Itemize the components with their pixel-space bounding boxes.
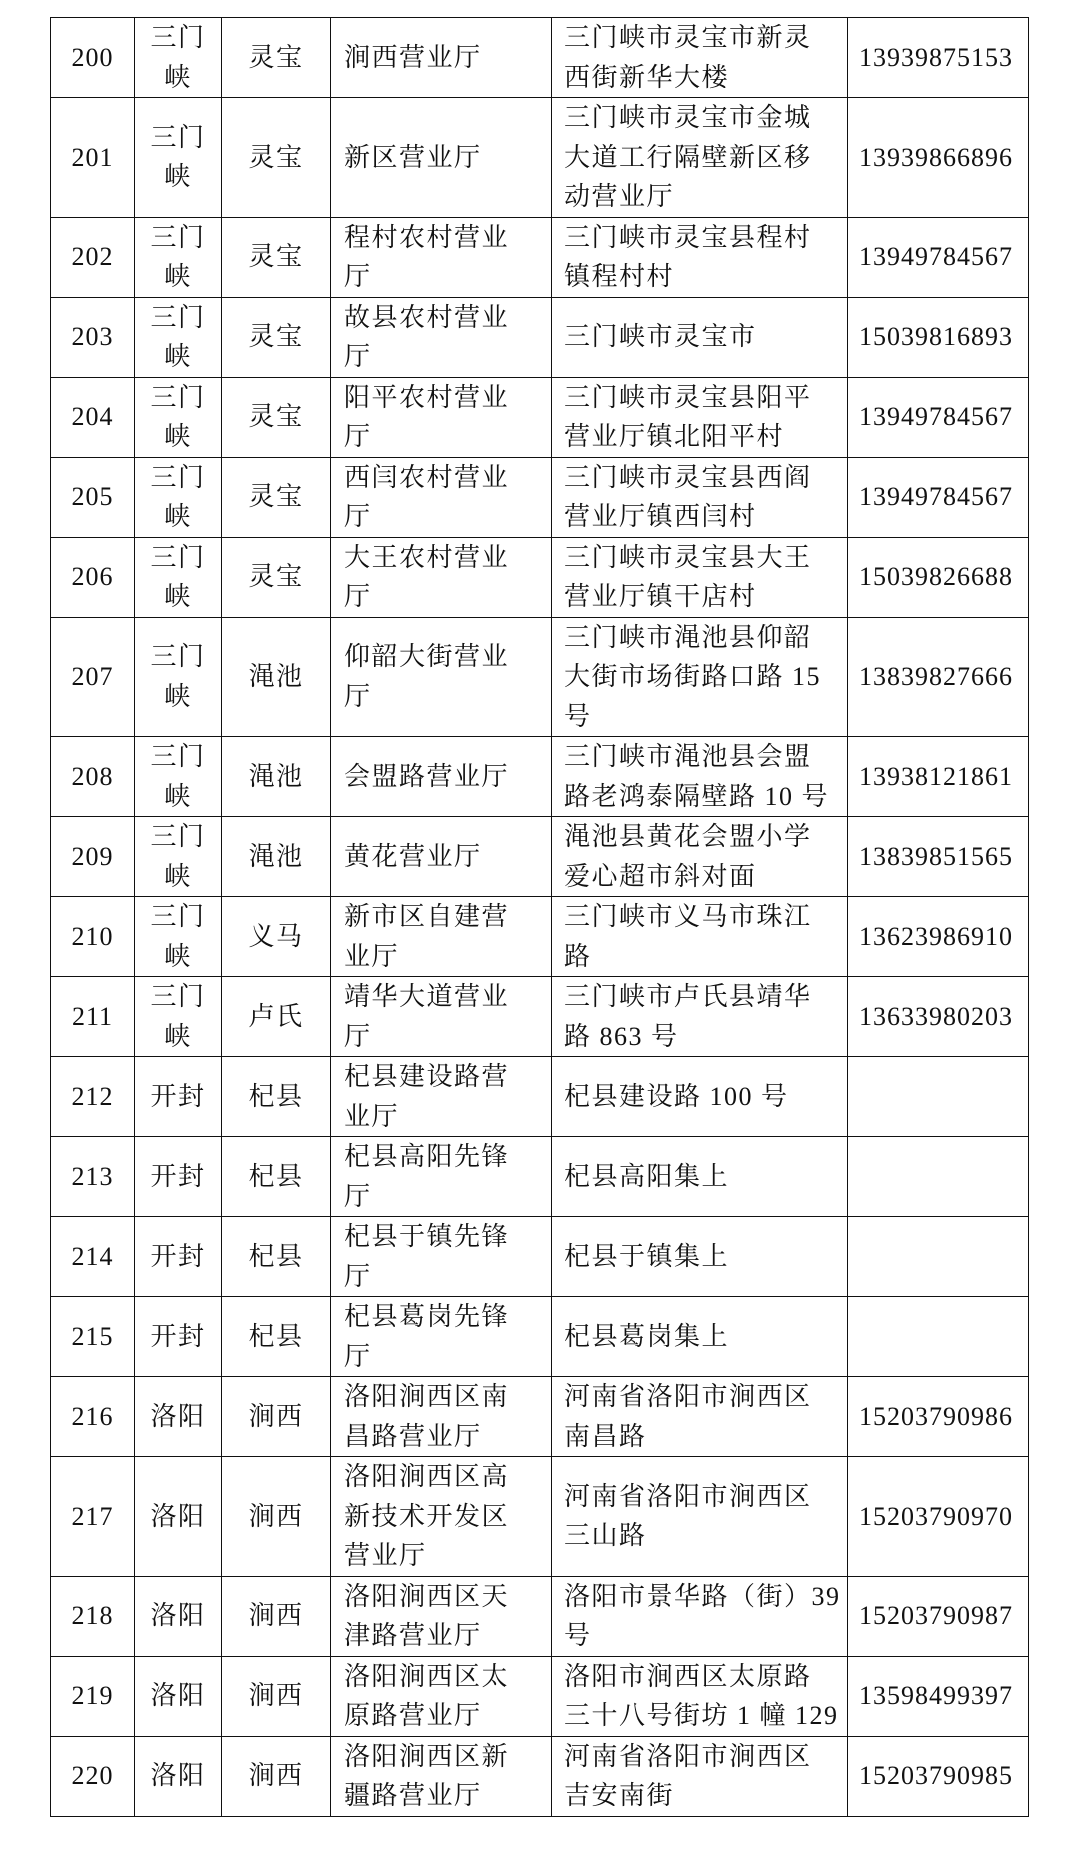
- cell-county: 涧西: [222, 1576, 331, 1656]
- cell-city-line: 开封: [150, 1241, 206, 1271]
- cell-address: [552, 617, 848, 737]
- cell-city-line: 三门: [150, 382, 206, 412]
- cell-city: [135, 1736, 222, 1816]
- cell-city-line: 峡: [164, 861, 192, 891]
- cell-store-name-line: 厅: [344, 262, 372, 291]
- cell-city: [135, 817, 222, 897]
- cell-store-name: [331, 1057, 552, 1137]
- cell-address-line: 河南省洛阳市涧西区: [564, 1382, 812, 1411]
- cell-address-line: 杞县高阳集上: [564, 1161, 730, 1191]
- cell-index: 214: [51, 1217, 135, 1297]
- cell-address-line: 三门峡市灵宝市: [564, 322, 757, 352]
- cell-store-name-line: 洛阳涧西区新: [344, 1741, 510, 1771]
- cell-address: [552, 817, 848, 897]
- cell-store-name-line: 疆路营业厅: [344, 1781, 482, 1810]
- cell-address-line: 南昌路: [564, 1421, 647, 1451]
- cell-store-name-line: 洛阳涧西区天: [344, 1581, 510, 1611]
- cell-county: 杞县: [222, 1297, 331, 1377]
- cell-city: [135, 977, 222, 1057]
- cell-address-line: 爱心超市斜对面: [564, 861, 757, 891]
- cell-store-name-line: 厅: [344, 681, 372, 711]
- cell-county: 杞县: [222, 1057, 331, 1137]
- cell-address: [552, 1656, 848, 1736]
- cell-store-name: [331, 217, 552, 297]
- cell-index: 205: [51, 457, 135, 537]
- cell-address-line: 三十八号街坊 1 幢 129: [564, 1701, 839, 1730]
- cell-address: [552, 377, 848, 457]
- cell-county: 涧西: [222, 1656, 331, 1736]
- cell-phone: 13623986910: [848, 897, 1029, 977]
- cell-city-line: 三门: [150, 542, 206, 572]
- table-row: [51, 817, 1029, 897]
- cell-phone: 13633980203: [848, 977, 1029, 1057]
- cell-store-name-line: 厅: [344, 582, 372, 611]
- cell-address: [552, 18, 848, 98]
- cell-address-line: 河南省洛阳市涧西区: [564, 1741, 812, 1771]
- cell-city-line: 峡: [164, 262, 192, 291]
- cell-county: 义马: [222, 897, 331, 977]
- cell-city: [135, 1656, 222, 1736]
- cell-store-name-line: 厅: [344, 1261, 372, 1291]
- cell-city-line: 峡: [164, 941, 192, 971]
- cell-address-line: 路 863 号: [564, 1021, 679, 1051]
- cell-store-name-line: 业厅: [344, 941, 400, 971]
- cell-county: 涧西: [222, 1736, 331, 1816]
- cell-address: [552, 1217, 848, 1297]
- cell-address-line: 吉安南街: [564, 1781, 675, 1810]
- cell-address-line: 杞县葛岗集上: [564, 1321, 730, 1351]
- cell-store-name-line: 洛阳涧西区南: [344, 1382, 510, 1411]
- cell-store-name: [331, 737, 552, 817]
- cell-store-name-line: 洛阳涧西区高: [344, 1462, 510, 1491]
- cell-address-line: 三门峡市卢氏县靖华: [564, 982, 812, 1011]
- cell-index: 206: [51, 537, 135, 617]
- cell-city-line: 峡: [164, 62, 192, 92]
- cell-address-line: 三门峡市灵宝县阳平: [564, 382, 812, 412]
- cell-address-line: 西街新华大楼: [564, 62, 730, 92]
- cell-phone: 13939875153: [848, 18, 1029, 98]
- cell-phone: [848, 1057, 1029, 1137]
- table-row: [51, 457, 1029, 537]
- cell-city: [135, 98, 222, 218]
- cell-city: [135, 1576, 222, 1656]
- table-row: [51, 617, 1029, 737]
- table-row: [51, 217, 1029, 297]
- cell-store-name: [331, 817, 552, 897]
- cell-address-line: 三门峡市渑池县会盟: [564, 742, 812, 771]
- cell-store-name-line: 厅: [344, 342, 372, 371]
- cell-county: 渑池: [222, 737, 331, 817]
- cell-address-line: 三山路: [564, 1521, 647, 1551]
- cell-index: 213: [51, 1137, 135, 1217]
- cell-county: 涧西: [222, 1457, 331, 1577]
- cell-phone: 15039816893: [848, 297, 1029, 377]
- cell-address-line: 路: [564, 941, 592, 971]
- cell-address-line: 营业厅镇西闫村: [564, 502, 757, 531]
- cell-store-name: [331, 457, 552, 537]
- cell-store-name-line: 杞县葛岗先锋: [344, 1302, 510, 1331]
- cell-county: 杞县: [222, 1137, 331, 1217]
- cell-city-line: 峡: [164, 422, 192, 451]
- cell-city-line: 洛阳: [150, 1761, 206, 1791]
- cell-address-line: 号: [564, 701, 592, 731]
- cell-city-line: 峡: [164, 781, 192, 811]
- cell-store-name-line: 阳平农村营业: [344, 382, 510, 412]
- cell-address: [552, 537, 848, 617]
- cell-store-name: [331, 1377, 552, 1457]
- cell-index: 204: [51, 377, 135, 457]
- cell-address-line: 三门峡市义马市珠江: [564, 902, 812, 931]
- cell-store-name: [331, 1297, 552, 1377]
- cell-store-name-line: 杞县高阳先锋: [344, 1142, 510, 1171]
- cell-phone: [848, 1217, 1029, 1297]
- cell-index: 216: [51, 1377, 135, 1457]
- cell-address-line: 大道工行隔壁新区移: [564, 142, 812, 172]
- cell-county: 灵宝: [222, 98, 331, 218]
- cell-county: 渑池: [222, 617, 331, 737]
- cell-city: [135, 297, 222, 377]
- cell-address-line: 河南省洛阳市涧西区: [564, 1481, 812, 1511]
- cell-city-line: 三门: [150, 23, 206, 52]
- cell-address-line: 动营业厅: [564, 182, 675, 211]
- cell-city-line: 三门: [150, 462, 206, 492]
- cell-store-name-line: 故县农村营业: [344, 302, 510, 332]
- cell-address: [552, 98, 848, 218]
- cell-store-name: [331, 98, 552, 218]
- cell-address-line: 营业厅镇干店村: [564, 582, 757, 611]
- cell-store-name: [331, 1656, 552, 1736]
- cell-address-line: 路老鸿泰隔壁路 10 号: [564, 781, 830, 811]
- cell-address: [552, 1137, 848, 1217]
- cell-city-line: 开封: [150, 1161, 206, 1191]
- table-row: [51, 737, 1029, 817]
- cell-phone: 13949784567: [848, 217, 1029, 297]
- cell-address: [552, 1057, 848, 1137]
- cell-phone: 15039826688: [848, 537, 1029, 617]
- cell-store-name-line: 新技术开发区: [344, 1501, 510, 1531]
- cell-store-name-line: 昌路营业厅: [344, 1421, 482, 1451]
- cell-index: 209: [51, 817, 135, 897]
- cell-county: 灵宝: [222, 377, 331, 457]
- cell-city-line: 峡: [164, 1021, 192, 1051]
- cell-city-line: 三门: [150, 742, 206, 771]
- cell-county: 灵宝: [222, 297, 331, 377]
- cell-address: [552, 297, 848, 377]
- cell-address: [552, 1457, 848, 1577]
- cell-store-name: [331, 617, 552, 737]
- cell-store-name: [331, 1576, 552, 1656]
- cell-store-name: [331, 377, 552, 457]
- cell-index: 215: [51, 1297, 135, 1377]
- cell-city: [135, 18, 222, 98]
- cell-county: 涧西: [222, 1377, 331, 1457]
- cell-index: 203: [51, 297, 135, 377]
- table-row: [51, 1137, 1029, 1217]
- cell-index: 211: [51, 977, 135, 1057]
- cell-index: 207: [51, 617, 135, 737]
- cell-store-name-line: 靖华大道营业: [344, 982, 510, 1011]
- cell-index: 208: [51, 737, 135, 817]
- cell-phone: 13949784567: [848, 377, 1029, 457]
- cell-phone: 13839827666: [848, 617, 1029, 737]
- cell-address-line: 杞县于镇集上: [564, 1241, 730, 1271]
- cell-phone: 13839851565: [848, 817, 1029, 897]
- cell-store-name-line: 厅: [344, 502, 372, 531]
- cell-address-line: 杞县建设路 100 号: [564, 1081, 789, 1111]
- cell-index: 202: [51, 217, 135, 297]
- table-row: [51, 297, 1029, 377]
- cell-city-line: 三门: [150, 982, 206, 1011]
- cell-store-name: [331, 1457, 552, 1577]
- table-row: [51, 1576, 1029, 1656]
- cell-index: 217: [51, 1457, 135, 1577]
- table-row: [51, 377, 1029, 457]
- cell-county: 灵宝: [222, 217, 331, 297]
- cell-store-name-line: 涧西营业厅: [344, 42, 482, 72]
- cell-address: [552, 1576, 848, 1656]
- cell-city-line: 三门: [150, 302, 206, 332]
- cell-phone: 15203790985: [848, 1736, 1029, 1816]
- table-row: [51, 1057, 1029, 1137]
- cell-store-name: [331, 897, 552, 977]
- cell-city: [135, 217, 222, 297]
- cell-phone: 13598499397: [848, 1656, 1029, 1736]
- cell-store-name: [331, 977, 552, 1057]
- cell-phone: 13939866896: [848, 98, 1029, 218]
- cell-store-name-line: 仰韶大街营业: [344, 642, 510, 672]
- table-row: [51, 1217, 1029, 1297]
- cell-store-name-line: 原路营业厅: [344, 1701, 482, 1730]
- cell-phone: 15203790987: [848, 1576, 1029, 1656]
- cell-city: [135, 1457, 222, 1577]
- cell-city: [135, 377, 222, 457]
- cell-address: [552, 217, 848, 297]
- cell-address: [552, 977, 848, 1057]
- cell-address-line: 洛阳市景华路（街）39: [564, 1581, 841, 1611]
- cell-store-name-line: 新区营业厅: [344, 142, 482, 172]
- cell-city-line: 洛阳: [150, 1501, 206, 1531]
- cell-city-line: 三门: [150, 822, 206, 851]
- cell-index: 200: [51, 18, 135, 98]
- table-row: [51, 977, 1029, 1057]
- cell-city: [135, 1377, 222, 1457]
- cell-store-name-line: 洛阳涧西区太: [344, 1661, 510, 1691]
- cell-store-name: [331, 537, 552, 617]
- cell-city: [135, 897, 222, 977]
- cell-store-name-line: 厅: [344, 1181, 372, 1211]
- cell-address-line: 三门峡市灵宝市新灵: [564, 23, 812, 52]
- cell-city-line: 三门: [150, 122, 206, 152]
- cell-store-name: [331, 1217, 552, 1297]
- cell-phone: 13949784567: [848, 457, 1029, 537]
- cell-index: 212: [51, 1057, 135, 1137]
- table-row: [51, 18, 1029, 98]
- cell-city: [135, 457, 222, 537]
- cell-store-name-line: 津路营业厅: [344, 1621, 482, 1650]
- cell-city: [135, 1297, 222, 1377]
- cell-phone: [848, 1297, 1029, 1377]
- cell-address-line: 三门峡市灵宝市金城: [564, 103, 812, 132]
- cell-address-line: 洛阳市涧西区太原路: [564, 1661, 812, 1691]
- cell-index: 201: [51, 98, 135, 218]
- cell-store-name-line: 杞县于镇先锋: [344, 1222, 510, 1251]
- cell-index: 220: [51, 1736, 135, 1816]
- cell-store-name-line: 大王农村营业: [344, 542, 510, 572]
- table-row: [51, 897, 1029, 977]
- cell-address: [552, 1736, 848, 1816]
- cell-phone: 15203790986: [848, 1377, 1029, 1457]
- cell-city-line: 三门: [150, 222, 206, 252]
- table-row: [51, 98, 1029, 218]
- cell-store-name-line: 杞县建设路营: [344, 1062, 510, 1091]
- cell-city-line: 开封: [150, 1081, 206, 1111]
- cell-city: [135, 537, 222, 617]
- cell-address-line: 营业厅镇北阳平村: [564, 422, 785, 451]
- cell-county: 灵宝: [222, 537, 331, 617]
- cell-address-line: 三门峡市灵宝县西阎: [564, 462, 812, 492]
- cell-city-line: 开封: [150, 1321, 206, 1351]
- cell-phone: 15203790970: [848, 1457, 1029, 1577]
- cell-store-name-line: 营业厅: [344, 1541, 427, 1570]
- cell-store-name-line: 黄花营业厅: [344, 841, 482, 871]
- cell-city-line: 洛阳: [150, 1401, 206, 1431]
- cell-county: 灵宝: [222, 18, 331, 98]
- cell-city-line: 洛阳: [150, 1681, 206, 1711]
- cell-city: [135, 737, 222, 817]
- cell-city: [135, 1057, 222, 1137]
- cell-city-line: 峡: [164, 502, 192, 531]
- cell-store-name-line: 会盟路营业厅: [344, 761, 510, 791]
- cell-store-name-line: 新市区自建营: [344, 902, 510, 931]
- cell-city-line: 三门: [150, 902, 206, 931]
- cell-county: 杞县: [222, 1217, 331, 1297]
- cell-city-line: 洛阳: [150, 1601, 206, 1631]
- cell-address-line: 三门峡市灵宝县程村: [564, 222, 812, 252]
- cell-city-line: 三门: [150, 642, 206, 672]
- cell-store-name-line: 厅: [344, 1341, 372, 1371]
- table-row: [51, 1377, 1029, 1457]
- cell-county: 卢氏: [222, 977, 331, 1057]
- cell-city: [135, 1217, 222, 1297]
- cell-store-name-line: 业厅: [344, 1101, 400, 1131]
- cell-address: [552, 1297, 848, 1377]
- cell-store-name: [331, 1736, 552, 1816]
- cell-city-line: 峡: [164, 582, 192, 611]
- cell-city-line: 峡: [164, 681, 192, 711]
- cell-phone: 13938121861: [848, 737, 1029, 817]
- cell-address: [552, 737, 848, 817]
- table-row: [51, 1297, 1029, 1377]
- cell-address: [552, 457, 848, 537]
- cell-index: 218: [51, 1576, 135, 1656]
- cell-address-line: 镇程村村: [564, 262, 675, 291]
- cell-index: 210: [51, 897, 135, 977]
- cell-store-name: [331, 18, 552, 98]
- cell-city-line: 峡: [164, 342, 192, 371]
- cell-store-name-line: 厅: [344, 422, 372, 451]
- cell-address-line: 三门峡市灵宝县大王: [564, 542, 812, 572]
- cell-city-line: 峡: [164, 162, 192, 192]
- table-body: [51, 18, 1029, 1817]
- cell-city: [135, 617, 222, 737]
- cell-store-name: [331, 297, 552, 377]
- cell-store-name-line: 程村农村营业: [344, 222, 510, 252]
- table-row: [51, 1457, 1029, 1577]
- table-row: [51, 1656, 1029, 1736]
- cell-store-name: [331, 1137, 552, 1217]
- cell-address: [552, 897, 848, 977]
- cell-store-name-line: 厅: [344, 1021, 372, 1051]
- table-row: [51, 537, 1029, 617]
- cell-city: [135, 1137, 222, 1217]
- cell-store-name-line: 西闫农村营业: [344, 462, 510, 492]
- table-row: [51, 1736, 1029, 1816]
- cell-county: 灵宝: [222, 457, 331, 537]
- cell-address-line: 大街市场街路口路 15: [564, 662, 822, 691]
- cell-index: 219: [51, 1656, 135, 1736]
- cell-county: 渑池: [222, 817, 331, 897]
- cell-address-line: 渑池县黄花会盟小学: [564, 822, 812, 851]
- cell-address-line: 三门峡市渑池县仰韶: [564, 622, 812, 652]
- store-list-table: [50, 17, 1029, 1817]
- cell-phone: [848, 1137, 1029, 1217]
- cell-address-line: 号: [564, 1621, 592, 1650]
- cell-address: [552, 1377, 848, 1457]
